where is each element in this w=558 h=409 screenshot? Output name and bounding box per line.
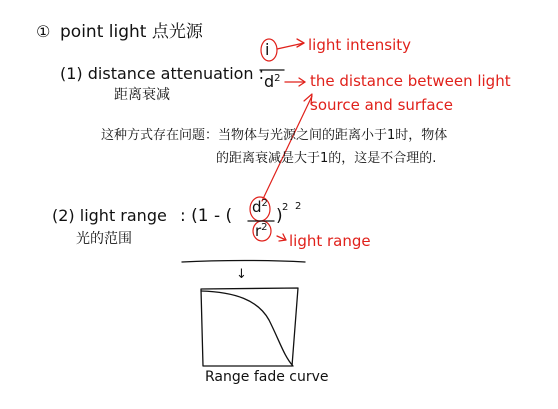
annotation-distance-line2: source and surface bbox=[310, 96, 454, 114]
heading-title: point light 点光源 bbox=[60, 22, 203, 42]
formula-d-exponent: 2 bbox=[274, 73, 281, 84]
annotation-distance-line1: the distance between light bbox=[310, 72, 511, 90]
heading-number: ① bbox=[36, 22, 51, 41]
problem-line-1: 这种方式存在问题：当物体与光源之间的距离小于1时，物体 bbox=[101, 128, 448, 143]
formula-outer-exponent: 2 bbox=[282, 202, 289, 213]
distance-attenuation-cn: 距离衰减 bbox=[114, 87, 170, 103]
link-d-to-distance bbox=[262, 96, 312, 201]
formula2-d-letter: d bbox=[252, 198, 262, 216]
down-arrow: ↓ bbox=[236, 267, 247, 282]
formula2-r bbox=[255, 224, 268, 239]
annotation-light-range: light range bbox=[289, 232, 371, 250]
formula-outer-exponent-2: 2 bbox=[295, 201, 302, 212]
light-range-cn: 光的范围 bbox=[76, 231, 132, 247]
formula-d: d bbox=[264, 72, 275, 91]
curve-top-line bbox=[182, 261, 305, 263]
problem-line-2: 的距离衰减是大于1的，这是不合理的. bbox=[216, 151, 437, 166]
annotation-light-intensity: light intensity bbox=[308, 36, 412, 54]
formula-prefix: : (1 - ( bbox=[180, 206, 233, 226]
formula-close-paren: ) bbox=[276, 206, 283, 226]
arrow-i-to-intensity-head bbox=[297, 39, 304, 47]
formula-i: i bbox=[265, 40, 270, 59]
curve-frame bbox=[201, 288, 298, 366]
fade-curve bbox=[201, 291, 293, 366]
formula2-d-exponent: 2 bbox=[261, 198, 268, 209]
formula2-r-letter: r bbox=[255, 222, 262, 240]
formula2-r-exponent: 2 bbox=[261, 222, 268, 233]
curve-caption: Range fade curve bbox=[205, 369, 329, 385]
distance-attenuation-label: (1) distance attenuation : bbox=[60, 64, 265, 83]
formula-d2 bbox=[264, 74, 281, 90]
formula2-d bbox=[252, 200, 268, 215]
light-range-label: (2) light range bbox=[52, 206, 167, 225]
